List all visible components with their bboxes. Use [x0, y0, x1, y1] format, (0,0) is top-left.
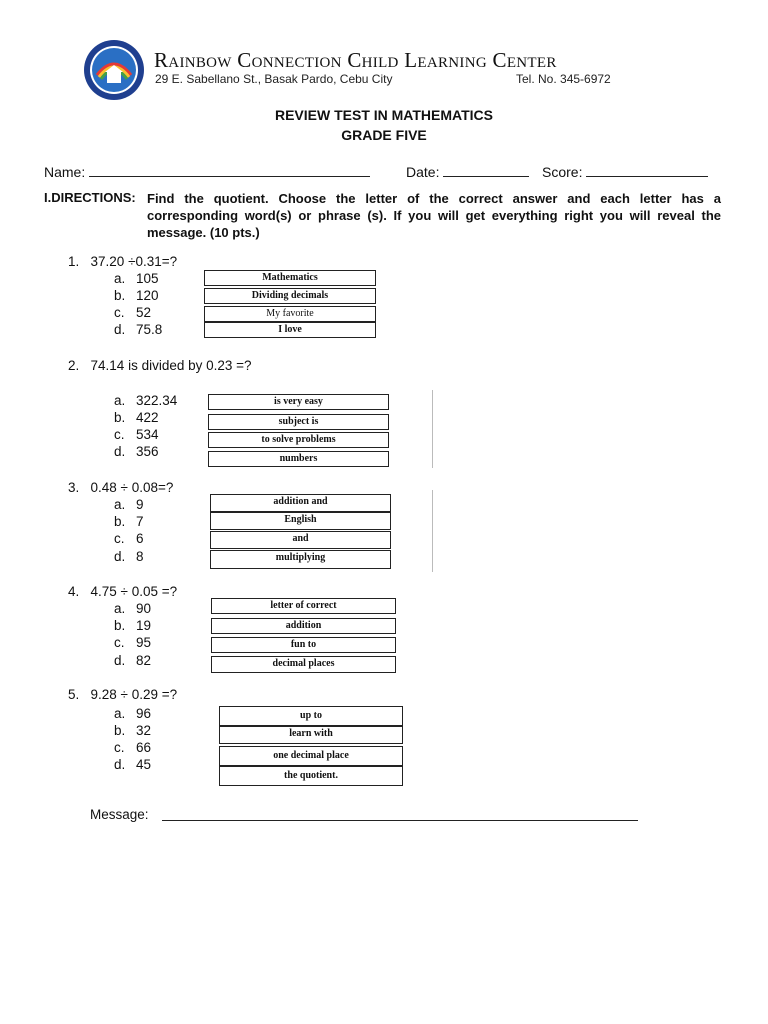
- option: a. 96: [114, 706, 152, 721]
- score-line[interactable]: [586, 163, 708, 177]
- name-field[interactable]: [44, 163, 370, 180]
- question-number: 5.: [68, 687, 80, 702]
- option: d. 8: [114, 549, 144, 564]
- option: c. 534: [114, 427, 159, 442]
- answer-phrase-box: decimal places: [211, 656, 396, 673]
- question-text: 9.28 ÷ 0.29 =?: [90, 687, 178, 702]
- answer-phrase-box: I love: [204, 322, 376, 338]
- option: a. 105: [114, 271, 159, 286]
- answer-phrase-box: the quotient.: [219, 766, 403, 786]
- option: b. 7: [114, 514, 144, 529]
- test-title: REVIEW TEST IN MATHEMATICS: [274, 107, 494, 123]
- question-text: 37.20 ÷0.31=?: [90, 254, 178, 269]
- answer-phrase-box: addition and: [210, 494, 391, 512]
- question-5: [68, 687, 177, 702]
- school-address: 29 E. Sabellano St., Basak Pardo, Cebu City: [155, 72, 393, 86]
- answer-phrase-box: subject is: [208, 414, 389, 430]
- answer-phrase-box: addition: [211, 618, 396, 634]
- option: b. 422: [114, 410, 159, 425]
- answer-phrase-box: learn with: [219, 726, 403, 744]
- divider: [432, 390, 433, 468]
- question-number: 4.: [68, 584, 80, 599]
- question-4: [68, 584, 177, 599]
- name-line[interactable]: [89, 163, 370, 177]
- name-label: Name:: [44, 164, 86, 180]
- answer-phrase-box: Dividing decimals: [204, 288, 376, 304]
- question-number: 3.: [68, 480, 80, 495]
- date-line[interactable]: [443, 163, 529, 177]
- answer-phrase-box: numbers: [208, 451, 389, 467]
- option: c. 66: [114, 740, 152, 755]
- question-1: [68, 254, 177, 269]
- option: d. 75.8: [114, 322, 163, 337]
- option: a. 322.34: [114, 393, 178, 408]
- question-text: 4.75 ÷ 0.05 =?: [90, 584, 178, 599]
- score-field[interactable]: [542, 163, 708, 180]
- answer-phrase-box: multiplying: [210, 550, 391, 569]
- score-label: Score:: [542, 164, 583, 180]
- option: d. 82: [114, 653, 152, 668]
- answer-phrase-box: one decimal place: [219, 746, 403, 766]
- option: b. 19: [114, 618, 152, 633]
- school-name: Rainbow Connection Child Learning Center: [154, 48, 557, 72]
- answer-phrase-box: fun to: [211, 637, 396, 653]
- answer-phrase-box: is very easy: [208, 394, 389, 410]
- question-number: 1.: [68, 254, 80, 269]
- message-answer-line[interactable]: [162, 806, 638, 821]
- answer-phrase-box: My favorite: [204, 306, 376, 322]
- option: b. 32: [114, 723, 152, 738]
- directions-text: Find the quotient. Choose the letter of the correct answer and each letter has a corresponding word(s) or phrase (s). If you will get everything right you will reveal the message. (10 pts.): [147, 191, 721, 240]
- date-field[interactable]: [406, 163, 529, 180]
- answer-phrase-box: letter of correct: [211, 598, 396, 614]
- school-logo: [83, 39, 145, 101]
- question-text: 0.48 ÷ 0.08=?: [90, 480, 174, 495]
- date-label: Date:: [406, 164, 440, 180]
- option: a. 90: [114, 601, 152, 616]
- option: d. 356: [114, 444, 159, 459]
- option: b. 120: [114, 288, 159, 303]
- option: c. 52: [114, 305, 152, 320]
- answer-phrase-box: to solve problems: [208, 432, 389, 448]
- question-text: 74.14 is divided by 0.23 =?: [90, 358, 252, 373]
- divider: [432, 490, 433, 572]
- option: c. 6: [114, 531, 144, 546]
- option: a. 9: [114, 497, 144, 512]
- school-telephone: Tel. No. 345-6972: [516, 72, 611, 86]
- grade-title: GRADE FIVE: [341, 127, 427, 143]
- message-label: Message:: [90, 807, 149, 822]
- answer-phrase-box: Mathematics: [204, 270, 376, 286]
- question-2: [68, 358, 252, 373]
- answer-phrase-box: and: [210, 531, 391, 549]
- question-3: [68, 480, 173, 495]
- answer-phrase-box: up to: [219, 706, 403, 726]
- answer-phrase-box: English: [210, 512, 391, 530]
- option: c. 95: [114, 635, 152, 650]
- question-number: 2.: [68, 358, 80, 373]
- option: d. 45: [114, 757, 152, 772]
- directions-label: I.DIRECTIONS:: [44, 190, 136, 205]
